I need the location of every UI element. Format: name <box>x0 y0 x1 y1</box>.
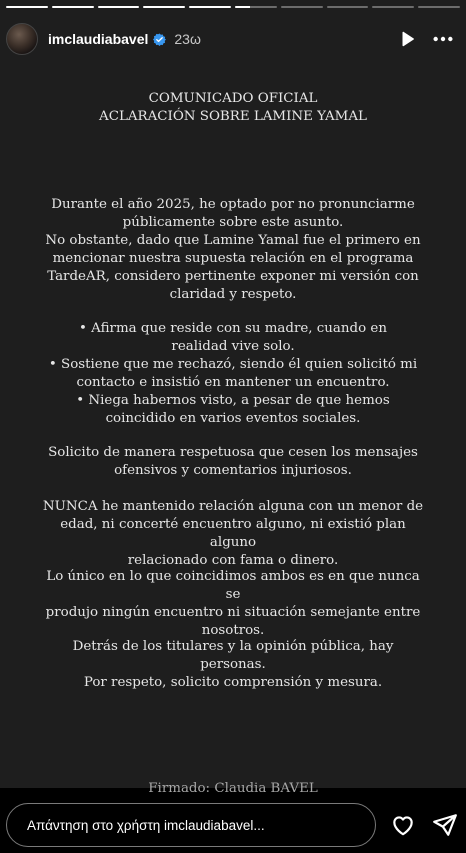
progress-segment <box>143 6 185 8</box>
progress-segment <box>372 6 414 8</box>
signature: Firmado: Claudia BAVEL <box>148 781 318 796</box>
paragraph-request <box>40 444 426 480</box>
more-dots-icon <box>432 28 454 50</box>
text-line: mencionar nuestra supuesta relación en el programa <box>52 251 414 266</box>
text-line: NUNCA he mantenido relación alguna con un menor de <box>42 499 424 514</box>
progress-fill <box>6 6 48 8</box>
post-time: 23ω <box>174 31 201 47</box>
bullet-list <box>40 320 426 428</box>
paragraph-agreement <box>40 568 426 640</box>
avatar[interactable] <box>6 23 38 55</box>
send-icon <box>432 812 458 838</box>
progress-fill <box>189 6 231 8</box>
text-line: Solicito de manera respetuosa que cesen los mensajes <box>48 445 418 460</box>
text-line: nosotros. <box>201 623 265 638</box>
progress-segment <box>418 6 460 8</box>
list-item <box>40 356 426 392</box>
paragraph-denial <box>40 498 426 570</box>
text-line: produjo ningún encuentro ni situación semejante entre <box>45 605 421 620</box>
progress-segment <box>235 6 277 8</box>
text-line: coincidido en varios eventos sociales. <box>105 411 361 426</box>
more-options-button[interactable] <box>428 24 458 54</box>
text-line: Durante el año 2025, he optado por no pronunciarme <box>51 197 415 212</box>
progress-segment <box>281 6 323 8</box>
text-line: públicamente sobre este asunto. <box>122 215 344 230</box>
heart-icon <box>390 812 416 838</box>
like-button[interactable] <box>388 810 418 840</box>
text-line: No obstante, dado que Lamine Yamal fue el primero en <box>45 233 421 248</box>
text-line: relacionado con fama o dinero. <box>127 553 339 568</box>
reply-input[interactable]: Απάντηση στο χρήστη imclaudiabavel... <box>6 803 376 847</box>
verified-badge-icon <box>153 33 166 46</box>
text-line: TardeAR, considero pertinente exponer mi versión con <box>47 269 419 284</box>
list-item <box>40 320 426 356</box>
progress-segment <box>327 6 369 8</box>
story-header <box>6 22 458 56</box>
list-item <box>40 392 426 428</box>
text-line: Por respeto, solicito comprensión y mesura. <box>83 675 383 690</box>
share-button[interactable] <box>430 810 460 840</box>
progress-segment <box>189 6 231 8</box>
progress-fill <box>235 6 250 8</box>
title-line: ACLARACIÓN SOBRE LAMINE YAMAL <box>99 109 367 124</box>
text-line: edad, ni concerté encuentro alguno, ni existió plan alguno <box>60 517 406 550</box>
text-line: Detrás de los titulares y la opinión pública, hay personas. <box>72 639 394 672</box>
title-line: COMUNICADO OFICIAL <box>148 91 318 106</box>
progress-fill <box>98 6 140 8</box>
text-line: • Sostiene que me rechazó, siendo él quien solicitó mi <box>48 357 418 372</box>
play-button[interactable] <box>392 24 422 54</box>
story-progress-bar <box>6 6 460 9</box>
text-line: claridad y respeto. <box>169 287 297 302</box>
text-line: Lo único en lo que coincidimos ambos es en que nunca se <box>46 569 420 602</box>
progress-fill <box>143 6 185 8</box>
progress-segment <box>6 6 48 8</box>
progress-segment <box>52 6 94 8</box>
text-line: • Niega habernos visto, a pesar de que hemos <box>76 393 390 408</box>
progress-fill <box>52 6 94 8</box>
play-icon <box>398 30 416 48</box>
username[interactable]: imclaudiabavel <box>48 31 149 47</box>
text-line: contacto e insistió en mantener un encuentro. <box>76 375 390 390</box>
text-line: realidad vive solo. <box>171 339 295 354</box>
text-line: ofensivos y comentarios injuriosos. <box>114 463 352 478</box>
paragraph-intro <box>40 196 426 304</box>
text-line: • Afirma que reside con su madre, cuando en <box>79 321 387 336</box>
story-footer <box>0 800 466 850</box>
paragraph-closing <box>40 638 426 692</box>
progress-segment <box>98 6 140 8</box>
statement-title <box>40 90 426 126</box>
